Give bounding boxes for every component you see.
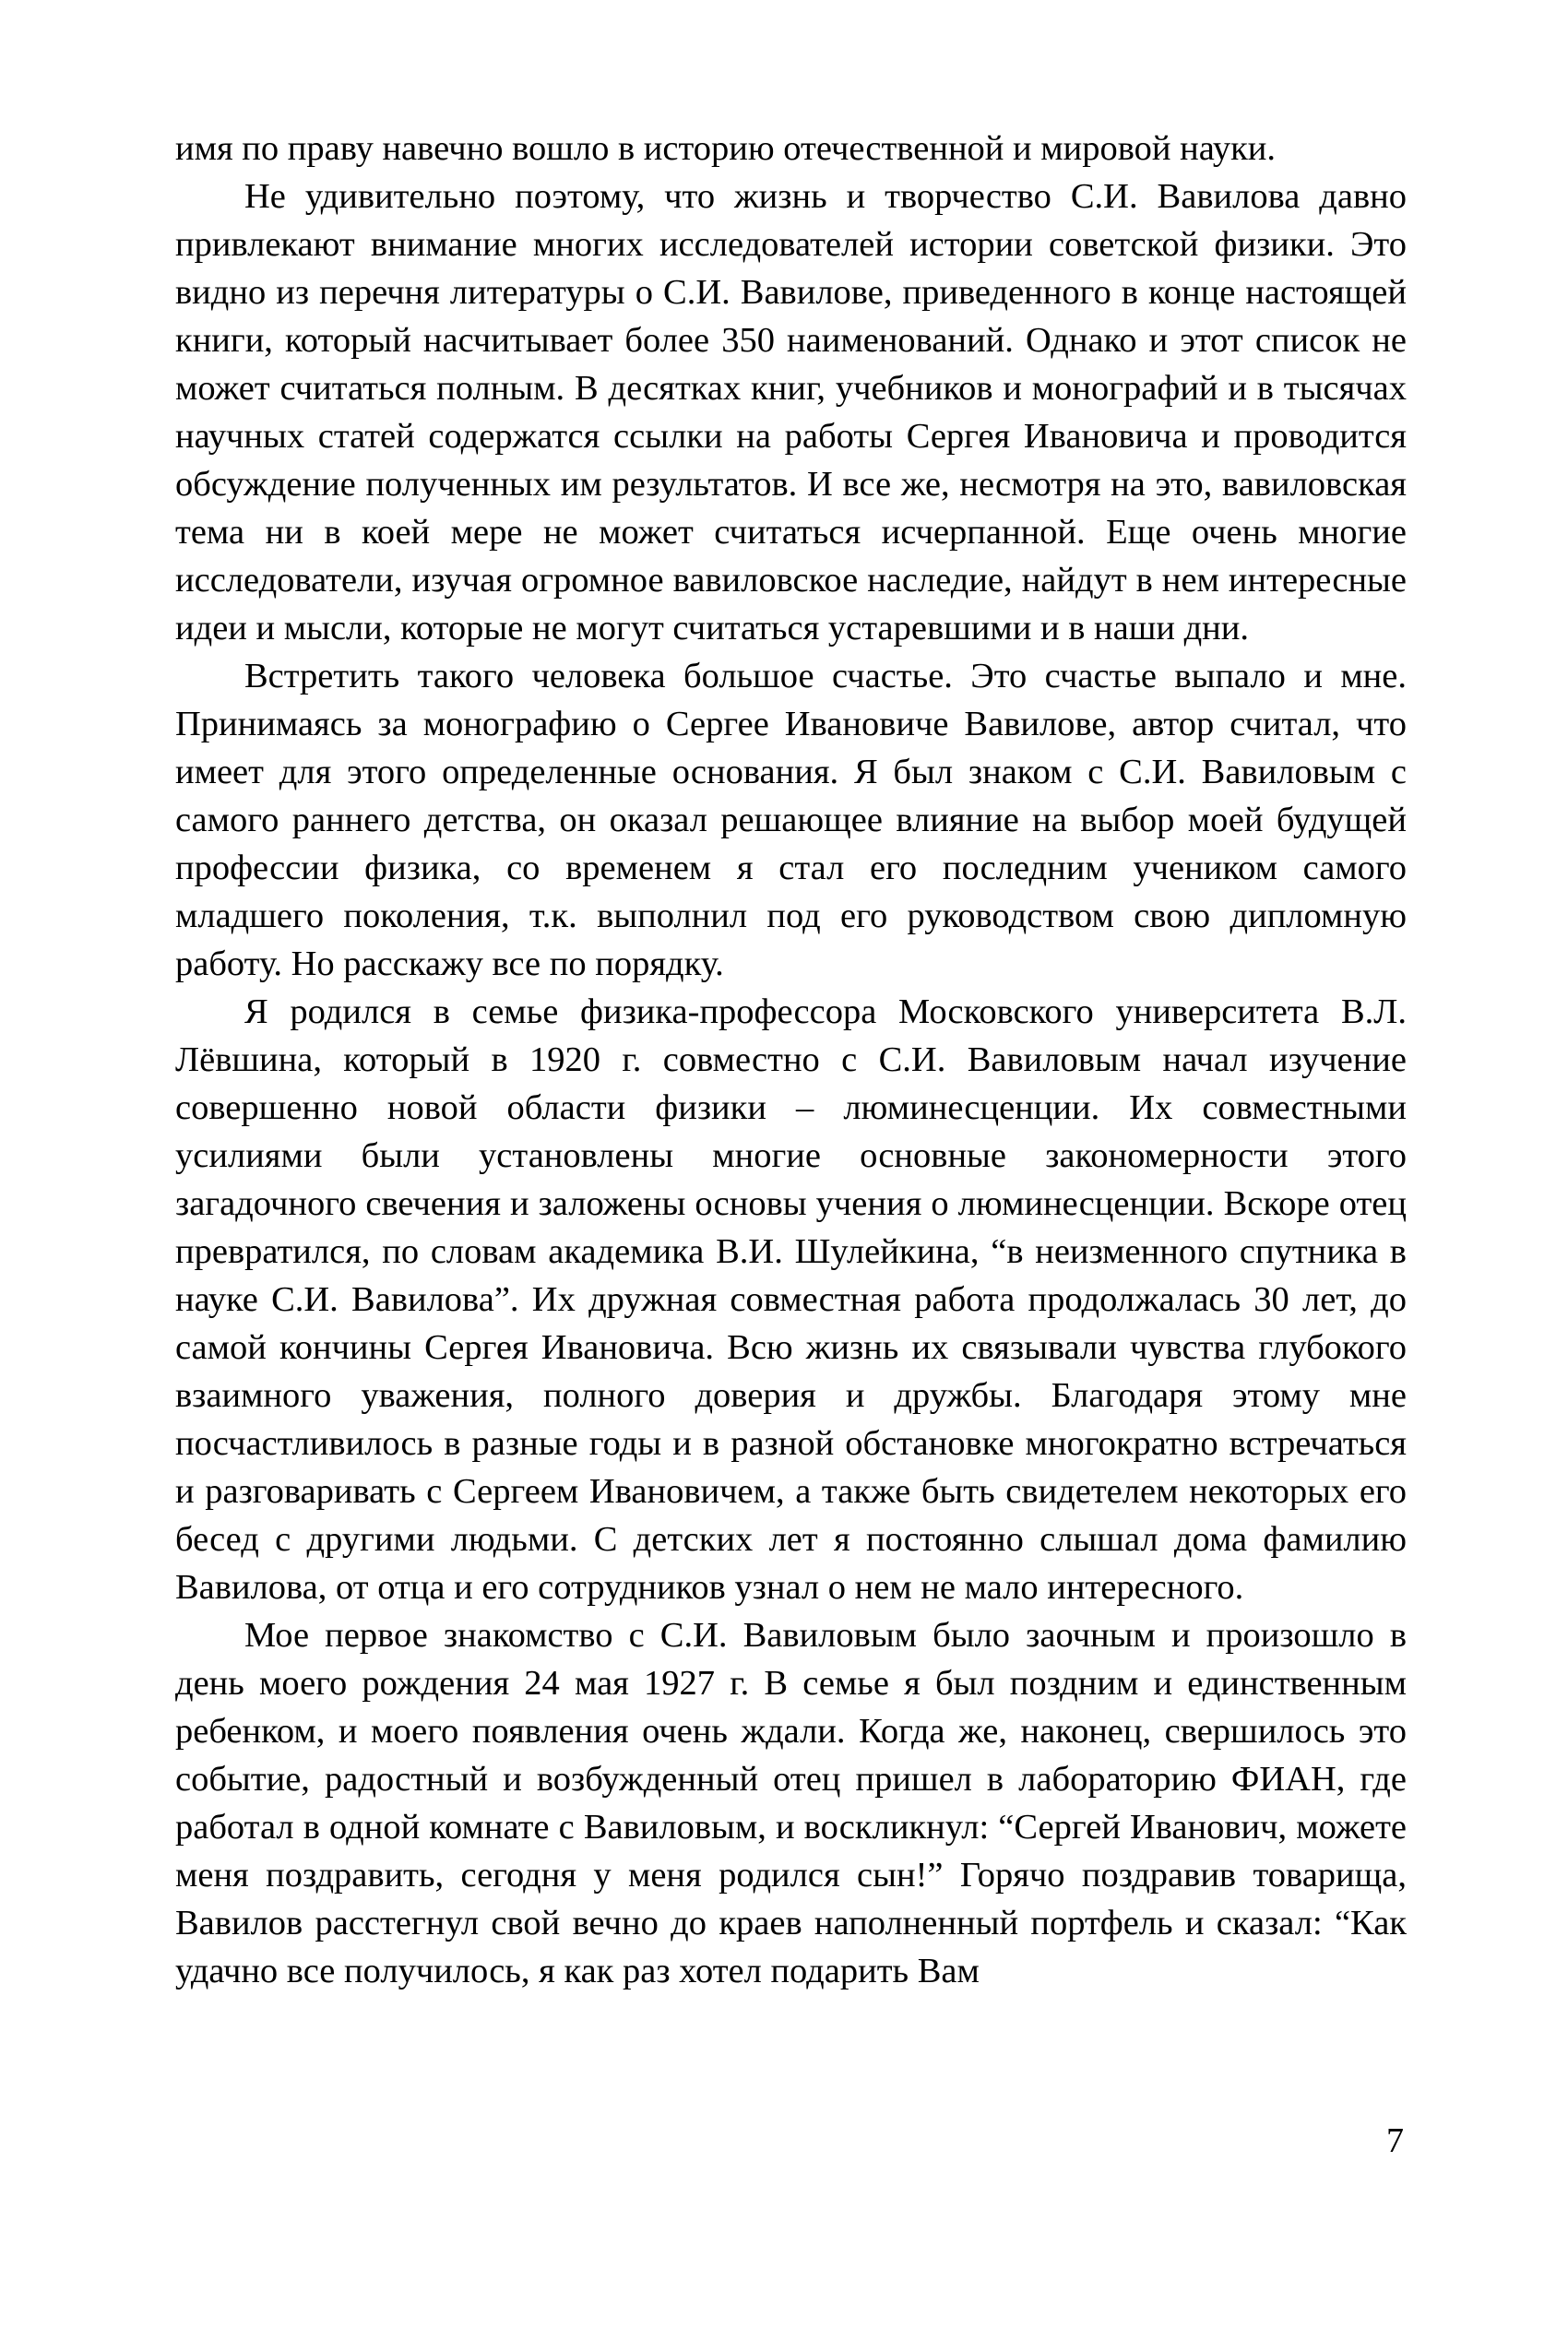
paragraph-1: имя по праву навечно вошло в историю отечественной и мировой науки. bbox=[175, 129, 1277, 168]
paragraph-4: Я родился в семье физика-профессора Московского университета В.Л. Лёвшина, который в 1920 г. совместно с С.И. Вавиловым начал изучение совершенно новой области физики – люминесценции. Их совместными усилиями были установлены многие основные закономерности этого загадочного свечения и заложены основы учения о люминесценции. Вскоре отец превратился, по словам академика В.И. Шулейкина, “в неизменного спутника в науке С.И. Вавилова”. Их дружная совместная работа продолжалась 30 лет, до самой кончины Сергея Ивановича. Всю жизнь их связывали чувства глубокого взаимного уважения, полного доверия и дружбы. Благодаря этому мне посчастливилось в разные годы и в разной обстановке многократно встречаться и разговаривать с Сергеем Ивановичем, а также быть свидетелем некоторых его бесед с другими людьми. С детских лет я постоянно слышал дома фамилию Вавилова, от отца и его сотрудников узнал о нем не мало интересного. bbox=[175, 992, 1407, 1607]
page-number: 7 bbox=[1386, 2121, 1404, 2160]
paragraph-2: Не удивительно поэтому, что жизнь и творчество С.И. Вавилова давно привлекают внимание многих исследователей истории советской физики. Это видно из перечня литературы о С.И. Вавилове, приведенного в конце настоящей книги, который насчитывает более 350 наименований. Однако и этот список не может считаться полным. В десятках книг, учебников и монографий и в тысячах научных статей содержатся ссылки на работы Сергея Ивановича и проводится обсуждение полученных им результатов. И все же, несмотря на это, вавиловская тема ни в коей мере не может считаться исчерпанной. Еще очень многие исследователи, изучая огромное вавиловское наследие, найдут в нем интересные идеи и мысли, которые не могут считаться устаревшими и в наши дни. bbox=[175, 177, 1407, 647]
page-body bbox=[175, 125, 1407, 1995]
paragraph-5: Мое первое знакомство с С.И. Вавиловым было заочным и произошло в день моего рождения 24 мая 1927 г. В семье я был поздним и единственным ребенком, и моего появления очень ждали. Когда же, наконец, свершилось это событие, радостный и возбужденный отец пришел в лабораторию ФИАН, где работал в одной комнате с Вавиловым, и воскликнул: “Сергей Иванович, можете меня поздравить, сегодня у меня родился сын!” Горячо поздравив товарища, Вавилов расстегнул свой вечно до краев наполненный портфель и сказал: “Как удачно все получилось, я как раз хотел подарить Вам bbox=[175, 1616, 1407, 1990]
paragraph-3: Встретить такого человека большое счастье. Это счастье выпало и мне. Принимаясь за монографию о Сергее Ивановиче Вавилове, автор считал, что имеет для этого определенные основания. Я был знаком с С.И. Вавиловым с самого раннего детства, он оказал решающее влияние на выбор моей будущей профессии физика, со временем я стал его последним учеником самого младшего поколения, т.к. выполнил под его руководством свою дипломную работу. Но расскажу все по порядку. bbox=[175, 657, 1407, 983]
